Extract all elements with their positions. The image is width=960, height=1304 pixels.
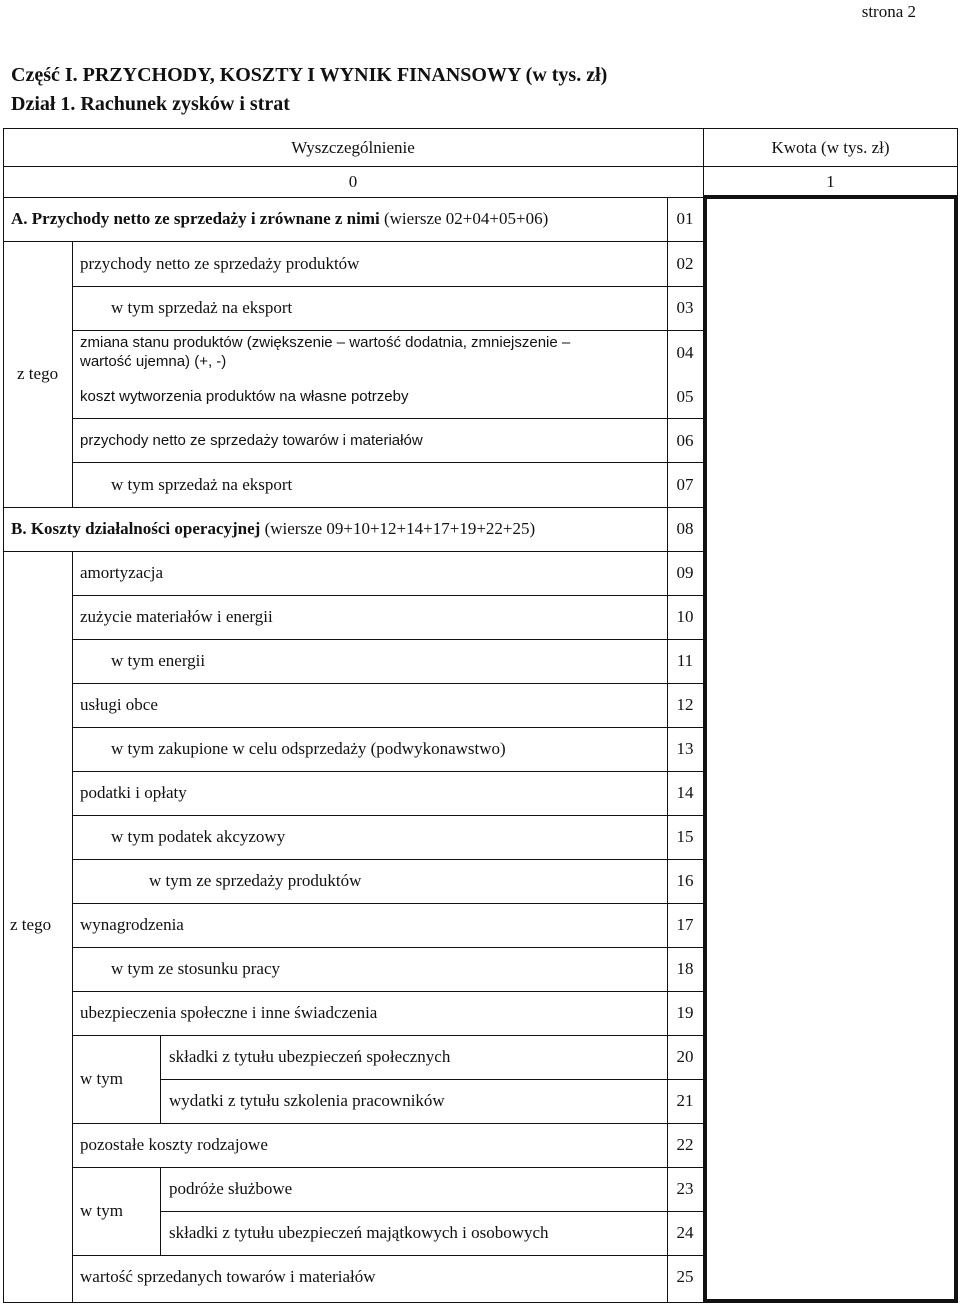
row-b-label (11, 519, 535, 539)
column-header-amount: Kwota (w tys. zł) (771, 138, 890, 157)
row-label-19: ubezpieczenia społeczne i inne świadczenia (80, 1003, 378, 1022)
amount-column-cells[interactable] (707, 241, 954, 1299)
row-code-13: 13 (676, 739, 694, 758)
page-number: strona 2 (861, 2, 916, 21)
group-label-z-tego-b: z tego (10, 915, 52, 934)
row-label-21: wydatki z tytułu szkolenia pracowników (169, 1091, 445, 1110)
row-code-06: 06 (676, 431, 694, 450)
row-b-title: B. Koszty działalności operacyjnej (11, 519, 261, 538)
row-a-code: 01 (676, 209, 694, 228)
row-code-12: 12 (676, 695, 694, 714)
row-code-24: 24 (676, 1223, 694, 1242)
row-code-09: 09 (676, 563, 694, 582)
group-label-z-tego-a: z tego (17, 364, 59, 383)
row-label-16: w tym ze sprzedaży produktów (149, 871, 362, 890)
row-code-04: 04 (676, 343, 694, 362)
row-code-19: 19 (676, 1003, 694, 1022)
row-label-18: w tym ze stosunku pracy (111, 959, 281, 978)
row-b-code: 08 (676, 519, 694, 538)
row-label-03: w tym sprzedaż na eksport (111, 298, 293, 317)
row-label-05: koszt wytworzenia produktów na własne potrzeby (80, 388, 409, 405)
row-code-22: 22 (676, 1135, 694, 1154)
row-code-02: 02 (676, 254, 694, 273)
row-label-02: przychody netto ze sprzedaży produktów (80, 254, 360, 273)
row-code-25: 25 (676, 1267, 694, 1286)
row-label-04-line1: zmiana stanu produktów (zwiększenie – wartość dodatnia, zmniejszenie – (80, 334, 571, 351)
row-label-06: przychody netto ze sprzedaży towarów i materiałów (80, 432, 423, 449)
row-label-25: wartość sprzedanych towarów i materiałów (80, 1267, 376, 1286)
row-code-20: 20 (676, 1047, 694, 1066)
row-b-note: (wiersze 09+10+12+14+17+19+22+25) (264, 519, 536, 538)
row-label-04-line2: wartość ujemna) (+, -) (80, 353, 227, 370)
row-a-note: (wiersze 02+04+05+06) (383, 209, 549, 228)
column-header-description: Wyszczególnienie (291, 138, 415, 157)
row-label-22: pozostałe koszty rodzajowe (80, 1135, 268, 1154)
row-code-16: 16 (676, 871, 694, 890)
row-label-20: składki z tytułu ubezpieczeń społecznych (169, 1047, 451, 1066)
part-title: Część I. PRZYCHODY, KOSZTY I WYNIK FINANSOWY (w tys. zł) (11, 64, 608, 86)
row-code-07: 07 (676, 475, 694, 494)
row-code-17: 17 (676, 915, 694, 934)
row-label-24: składki z tytułu ubezpieczeń majątkowych i osobowych (169, 1223, 549, 1242)
row-a-title: A. Przychody netto ze sprzedaży i zrównane z nimi (11, 209, 380, 228)
row-label-23: podróże służbowe (169, 1179, 293, 1198)
row-code-21: 21 (676, 1091, 694, 1110)
row-code-03: 03 (676, 298, 694, 317)
row-label-09: amortyzacja (80, 563, 164, 582)
row-label-17: wynagrodzenia (80, 915, 184, 934)
row-code-14: 14 (676, 783, 694, 802)
row-label-10: zużycie materiałów i energii (80, 607, 273, 626)
column-index-0: 0 (348, 172, 358, 191)
row-label-07: w tym sprzedaż na eksport (111, 475, 293, 494)
amount-cell-01[interactable] (707, 199, 954, 241)
row-code-18: 18 (676, 959, 694, 978)
row-label-11: w tym energii (111, 651, 206, 670)
row-code-05: 05 (676, 387, 694, 406)
row-a-label (11, 209, 548, 229)
row-label-12: usługi obce (80, 695, 158, 714)
group-label-w-tym-2: w tym (80, 1201, 123, 1220)
row-code-10: 10 (676, 607, 694, 626)
row-label-14: podatki i opłaty (80, 783, 187, 802)
row-code-15: 15 (676, 827, 694, 846)
section-title: Dział 1. Rachunek zysków i strat (11, 93, 290, 115)
row-label-15: w tym podatek akcyzowy (111, 827, 286, 846)
row-label-13: w tym zakupione w celu odsprzedaży (podwykonawstwo) (111, 739, 506, 758)
row-code-11: 11 (676, 651, 694, 670)
column-index-1: 1 (826, 172, 835, 191)
group-label-w-tym-1: w tym (80, 1069, 123, 1088)
row-code-23: 23 (676, 1179, 694, 1198)
